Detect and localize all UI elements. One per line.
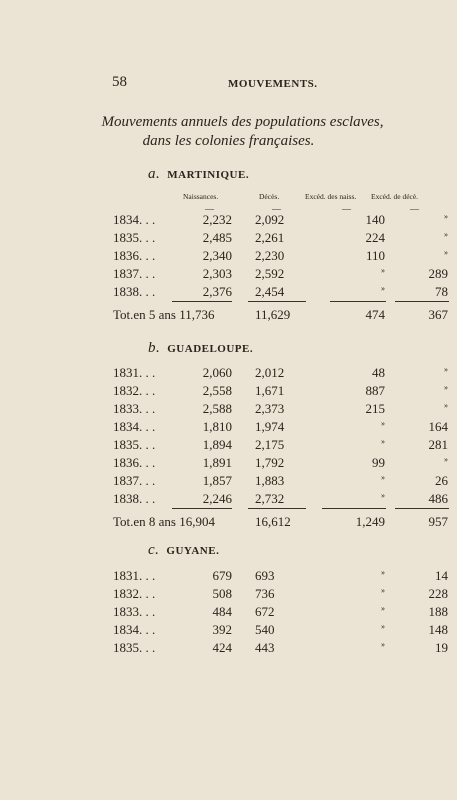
table-row [0,266,457,284]
sum-rule [248,301,306,302]
year-cell: 1836. . . [113,455,156,470]
excess-deaths-total: 367 [428,307,448,322]
year-cell: 1834. . . [113,622,156,637]
table-row [0,284,457,302]
excess-births-cell: 99 [372,455,385,470]
year-cell: 1837. . . [113,266,156,281]
excess-deaths-cell: » [444,365,448,374]
births-cell: 2,376 [202,284,232,299]
table-row [0,230,457,248]
excess-births-cell: » [381,568,385,577]
year-cell: 1833. . . [113,401,156,416]
year-cell: 1835. . . [113,230,156,245]
excess-deaths-cell: » [444,212,448,221]
deaths-cell: 2,261 [255,230,285,245]
deaths-cell: 672 [255,604,275,619]
births-cell: 2,060 [202,365,232,380]
excess-deaths-cell: 26 [435,473,448,488]
excess-births-cell: » [381,586,385,595]
births-cell: 484 [212,604,232,619]
deaths-cell: 1,974 [255,419,285,434]
year-cell: 1831. . . [113,568,156,583]
deaths-cell: 2,230 [255,248,285,263]
deaths-cell: 2,592 [255,266,285,281]
table-row [0,248,457,266]
excess-deaths-cell: » [444,248,448,257]
sum-rule [248,508,306,509]
excess-deaths-cell: » [444,383,448,392]
deaths-cell: 2,092 [255,212,285,227]
year-cell: 1838. . . [113,284,156,299]
excess-births-cell: » [381,284,385,293]
births-cell: 2,558 [202,383,232,398]
excess-deaths-cell: 19 [435,640,448,655]
deaths-cell: 2,012 [255,365,285,380]
table-row [0,622,457,640]
table-row [0,437,457,455]
sum-rule [322,508,386,509]
deaths-cell: 2,175 [255,437,285,452]
births-cell: 1,891 [202,455,232,470]
births-cell: 424 [212,640,232,655]
excess-births-cell: » [381,640,385,649]
column-header-excess-births: Excéd. des naiss. [305,192,357,201]
births-cell: 1,857 [202,473,232,488]
year-cell: 1836. . . [113,248,156,263]
sum-rule [172,301,232,302]
excess-births-cell: 48 [372,365,385,380]
deaths-total: 11,629 [255,307,291,322]
sum-rule [330,301,386,302]
year-cell: 1834. . . [113,419,156,434]
excess-births-cell: » [381,266,385,275]
table-row [0,586,457,604]
page-number: 58 [112,74,127,90]
births-cell: 508 [212,586,232,601]
deaths-cell: 540 [255,622,275,637]
births-cell: 679 [212,568,232,583]
table-row [0,640,457,658]
excess-deaths-cell: 281 [428,437,448,452]
deaths-cell: 1,792 [255,455,285,470]
table-row [0,365,457,383]
table-row [0,491,457,509]
excess-deaths-cell: » [444,455,448,464]
deaths-cell: 736 [255,586,275,601]
table-row [0,568,457,586]
total-label: Tot.en 8 ans 16,904 [113,514,215,529]
deaths-cell: 1,671 [255,383,285,398]
year-cell: 1832. . . [113,383,156,398]
excess-deaths-cell: 14 [435,568,448,583]
section-letter: a. [148,166,161,182]
table-row [0,419,457,437]
excess-births-cell: » [381,473,385,482]
excess-deaths-cell: 289 [428,266,448,281]
excess-deaths-total: 957 [428,514,448,529]
excess-births-cell: » [381,491,385,500]
table-row [0,455,457,473]
column-header-deaths: Décès. [259,192,280,201]
table-title-line-1: Mouvements annuels des populations esclaves, [101,114,384,130]
births-cell: 2,232 [202,212,232,227]
section-letter: b. [148,340,161,356]
column-header-excess-deaths: Excéd. de décè. [371,192,419,201]
excess-deaths-cell: 486 [428,491,448,506]
deaths-cell: 2,373 [255,401,285,416]
excess-deaths-cell: 188 [428,604,448,619]
total-row [0,514,457,532]
section-heading-guadeloupe [148,340,253,357]
table-row [0,401,457,419]
section-letter: c. [148,542,160,558]
excess-deaths-cell: 78 [435,284,448,299]
year-cell: 1833. . . [113,604,156,619]
section-name: GUYANE. [166,545,220,557]
year-cell: 1834. . . [113,212,156,227]
excess-births-cell: 887 [365,383,385,398]
running-head: MOUVEMENTS. [228,78,318,90]
table-row [0,473,457,491]
excess-births-total: 474 [365,307,385,322]
table-row [0,212,457,230]
births-cell: 2,340 [202,248,232,263]
deaths-cell: 2,732 [255,491,285,506]
births-cell: 2,246 [202,491,232,506]
deaths-cell: 2,454 [255,284,285,299]
section-name: MARTINIQUE. [167,169,250,181]
deaths-total: 16,612 [255,514,291,529]
excess-deaths-cell: 228 [428,586,448,601]
sum-rule [172,508,232,509]
year-cell: 1838. . . [113,491,156,506]
sum-rule [395,508,449,509]
births-cell: 2,485 [202,230,232,245]
excess-births-cell: 110 [365,248,385,263]
excess-births-cell: » [381,437,385,446]
excess-births-cell: » [381,419,385,428]
year-cell: 1835. . . [113,640,156,655]
excess-births-cell: 215 [365,401,385,416]
year-cell: 1831. . . [113,365,156,380]
excess-deaths-cell: » [444,230,448,239]
births-cell: 2,303 [202,266,232,281]
year-cell: 1837. . . [113,473,156,488]
year-cell: 1835. . . [113,437,156,452]
column-dash: — [410,204,419,214]
table-title-line-2: dans les colonies françaises. [142,133,315,149]
excess-deaths-cell: » [444,401,448,410]
column-dash: — [205,204,214,214]
sum-rule [395,301,449,302]
excess-births-cell: 224 [365,230,385,245]
excess-births-cell: » [381,622,385,631]
section-name: GUADELOUPE. [167,343,254,355]
deaths-cell: 693 [255,568,275,583]
table-row [0,604,457,622]
column-dash: — [272,204,281,214]
excess-deaths-cell: 148 [428,622,448,637]
excess-births-total: 1,249 [355,514,385,529]
column-dash: — [342,204,351,214]
section-heading-guyane [148,542,219,559]
total-row [0,307,457,325]
excess-deaths-cell: 164 [428,419,448,434]
deaths-cell: 443 [255,640,275,655]
section-heading-martinique [148,166,249,183]
deaths-cell: 1,883 [255,473,285,488]
births-cell: 392 [212,622,232,637]
year-cell: 1832. . . [113,586,156,601]
births-cell: 2,588 [202,401,232,416]
excess-births-cell: » [381,604,385,613]
total-label: Tot.en 5 ans 11,736 [113,307,215,322]
table-row [0,383,457,401]
births-cell: 1,810 [202,419,232,434]
excess-births-cell: 140 [365,212,385,227]
births-cell: 1,894 [202,437,232,452]
column-header-births: Naissances. [183,192,219,201]
